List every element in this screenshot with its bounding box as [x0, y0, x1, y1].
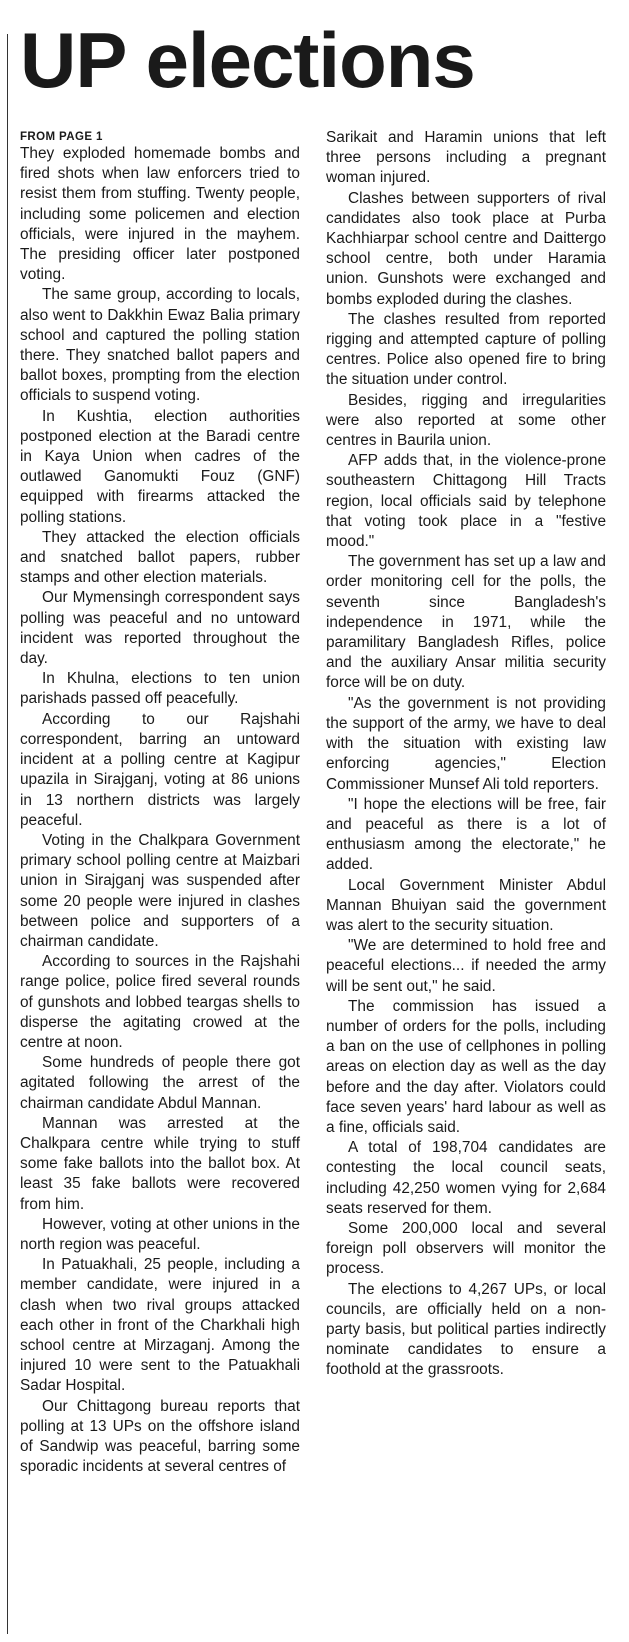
article-paragraph: Sarikait and Haramin unions that left three persons including a pregnant woman injured. [326, 129, 606, 187]
article-paragraph: In Kushtia, election authorities postponed election at the Baradi centre in Kaya Union when cadres of the outlawed Ganomukti Fouz (GNF) equipped with firearms attacked the polling stations. [20, 407, 300, 526]
article-paragraph: Mannan was arrested at the Chalkpara centre while trying to stuff some fake ballots into the ballot box. At least 35 fake ballots were recovered from him. [20, 1114, 300, 1213]
headline: UP elections [20, 16, 475, 104]
article-paragraph: The commission has issued a number of orders for the polls, including a ban on the use of cellphones in polling areas on election day as well as the day before and the day after. Violators could face seven years' hard labour as well as a fine, officials said. [326, 997, 606, 1136]
article-paragraph: Some 200,000 local and several foreign poll observers will monitor the process. [326, 1219, 606, 1278]
kicker: FROM PAGE 1 [20, 131, 103, 143]
article-paragraph: Voting in the Chalkpara Government primary school polling centre at Maizbari union in Sirajganj was suspended after some 20 people were injured in clashes between police and supporters of a chairman candidate. [20, 831, 300, 950]
article-paragraph: Local Government Minister Abdul Mannan Bhuiyan said the government was alert to the security situation. [326, 876, 606, 934]
article-paragraph: According to sources in the Rajshahi range police, police fired several rounds of gunshots and lobbed teargas shells to disperse the agitating crowed at the centre at noon. [20, 953, 300, 1051]
article-paragraph: Some hundreds of people there got agitated following the arrest of the chairman candidate Abdul Mannan. [20, 1054, 300, 1112]
article-paragraph: Clashes between supporters of rival candidates also took place at Purba Kachhiarpar school centre and Daittergo school centre, both under Haramia union. Gunshots were exchanged and bombs exploded during the clashes. [326, 189, 606, 308]
left-column [20, 130, 300, 1477]
article-paragraph: They exploded homemade bombs and fired shots when law enforcers tried to resist them from stuffing. Twenty people, including some policemen and election officials, were injured in the mayhem. The presiding officer later postponed voting. [20, 145, 300, 284]
article-paragraph: According to our Rajshahi correspondent, barring an untoward incident at a polling centre at Kagipur upazila in Sirajganj, voting at 86 unions in 13 northern districts was largely peaceful. [20, 710, 300, 829]
article-paragraph: AFP adds that, in the violence-prone southeastern Chittagong Hill Tracts region, local officials said by telephone that voting took place in a "festive mood." [326, 452, 606, 551]
article-paragraph: The government has set up a law and order monitoring cell for the polls, the seventh since Bangladesh's independence in 1971, while the paramilitary Bangladesh Rifles, police and the auxiliary Ansar militia security force will be on duty. [326, 553, 606, 692]
right-column [326, 128, 606, 1381]
article-paragraph: "As the government is not providing the support of the army, we have to deal with the situation with existing law enforcing agencies," Election Commissioner Munsef Ali told reporters. [326, 694, 606, 793]
article-paragraph: "I hope the elections will be free, fair and peaceful as there is a lot of enthusiasm among the electorate," he added. [326, 795, 606, 874]
article-paragraph: In Patuakhali, 25 people, including a member candidate, were injured in a clash when two rival groups attacked each other in front of the Charkhali high school centre at Mirzaganj. Among the injured 10 were sent to the Patuakhali Sadar Hospital. [20, 1256, 300, 1395]
article-paragraph: Our Mymensingh correspondent says polling was peaceful and no untoward incident was reported throughout the day. [20, 589, 300, 668]
article-paragraph: In Khulna, elections to ten union parishads passed off peacefully. [20, 670, 300, 708]
article-paragraph: The same group, according to locals, also went to Dakkhin Ewaz Balia primary school and captured the polling station there. They snatched ballot papers and ballot boxes, prompting from the election officials to suspend voting. [20, 286, 300, 405]
article-paragraph: However, voting at other unions in the north region was peaceful. [20, 1215, 300, 1253]
article-paragraph: A total of 198,704 candidates are contesting the local council seats, including 42,250 women vying for 2,684 seats reserved for them. [326, 1139, 606, 1217]
article-paragraph: Our Chittagong bureau reports that polling at 13 UPs on the offshore island of Sandwip was peaceful, barring some sporadic incidents at several centres of [20, 1397, 300, 1476]
article-paragraph: Besides, rigging and irregularities were also reported at some other centres in Baurila union. [326, 391, 606, 450]
article-paragraph: "We are determined to hold free and peaceful elections... if needed the army will be sent out," he said. [326, 937, 606, 995]
article-paragraph: They attacked the election officials and snatched ballot papers, rubber stamps and other election materials. [20, 528, 300, 587]
column-rule [7, 34, 8, 1634]
article-paragraph: The clashes resulted from reported rigging and attempted capture of polling centres. Police also opened fire to bring the situation under control. [326, 310, 606, 389]
article-paragraph: The elections to 4,267 UPs, or local councils, are officially held on a non-party basis, but political parties indirectly nominate candidates to ensure a foothold at the grassroots. [326, 1280, 606, 1379]
